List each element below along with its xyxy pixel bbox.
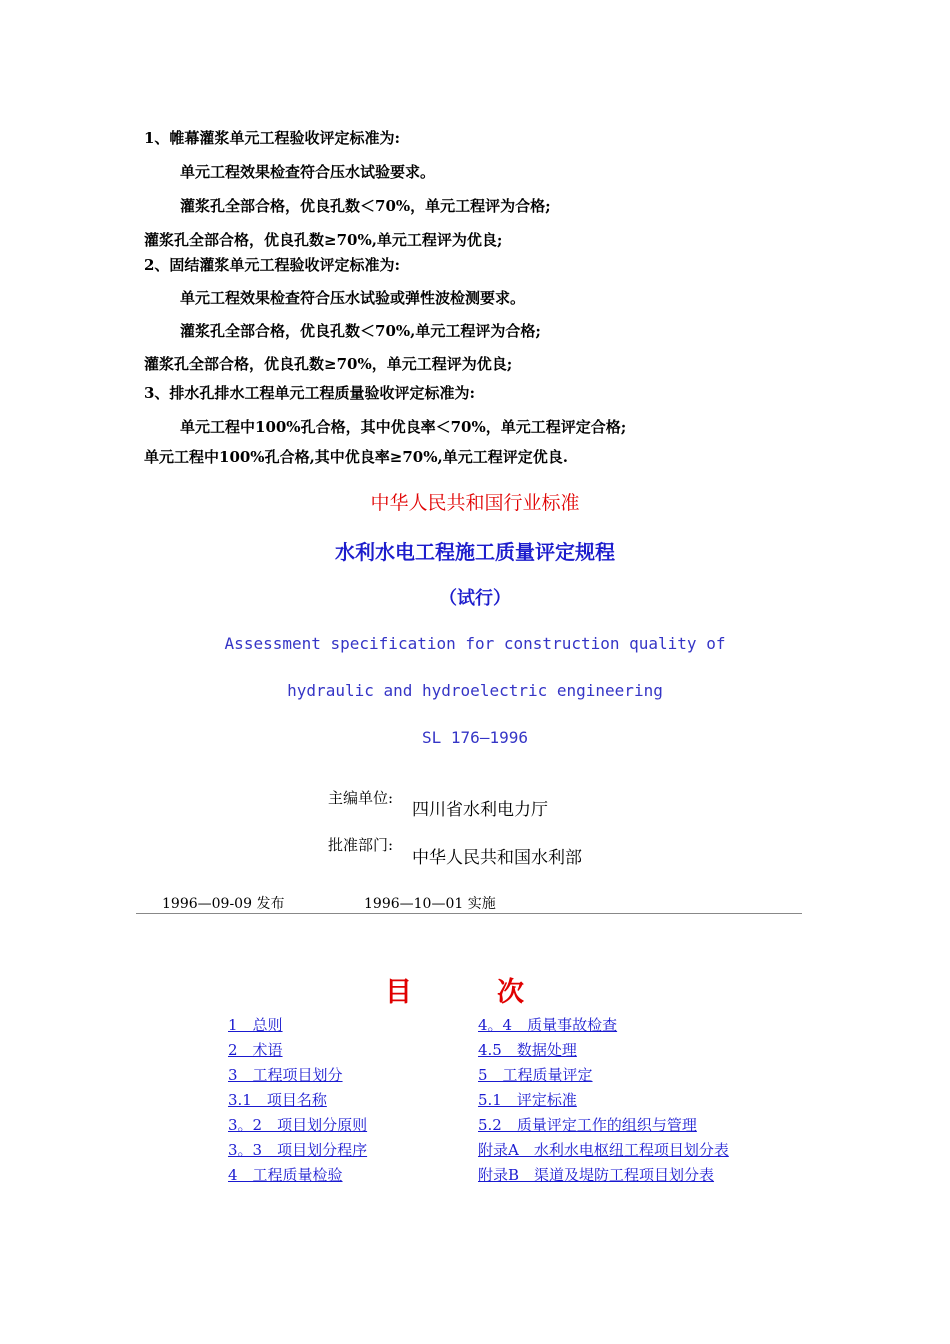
toc-link[interactable]: 2 术语 xyxy=(228,1041,283,1059)
divider xyxy=(136,913,802,914)
editor-value: 四川省水利电力厅 xyxy=(412,800,548,820)
standard-title: 水利水电工程施工质量评定规程 xyxy=(335,540,615,564)
english-title-line-1: Assessment specification for construction quality of xyxy=(224,634,726,653)
criteria-heading-1: 1、帷幕灌浆单元工程验收评定标准为: xyxy=(144,129,400,147)
criteria-line: 灌浆孔全部合格，优良孔数＜70%,单元工程评为合格; xyxy=(180,322,541,340)
toc-heading-left: 目 xyxy=(385,977,412,1008)
criteria-heading-2: 2、固结灌浆单元工程验收评定标准为: xyxy=(144,256,400,274)
criteria-line: 单元工程中100%孔合格,其中优良率≥70%,单元工程评定优良. xyxy=(144,448,568,466)
toc-link[interactable]: 3。2 项目划分原则 xyxy=(228,1116,368,1134)
toc-heading-right: 次 xyxy=(497,977,524,1008)
criteria-heading-3: 3、排水孔排水工程单元工程质量验收评定标准为: xyxy=(144,384,475,402)
criteria-line: 灌浆孔全部合格，优良孔数≥70%,单元工程评为优良; xyxy=(144,231,503,249)
criteria-line: 灌浆孔全部合格，优良孔数≥70%，单元工程评为优良; xyxy=(144,355,513,373)
toc-link[interactable]: 4 工程质量检验 xyxy=(228,1166,343,1184)
national-standard-label: 中华人民共和国行业标准 xyxy=(370,492,580,514)
approver-label: 批准部门: xyxy=(328,836,394,854)
criteria-line: 单元工程中100%孔合格，其中优良率＜70%，单元工程评定合格; xyxy=(180,418,627,436)
toc-link[interactable]: 4.5 数据处理 xyxy=(478,1041,577,1059)
english-title-line-2: hydraulic and hydroelectric engineering xyxy=(287,681,663,700)
criteria-line: 单元工程效果检查符合压水试验要求。 xyxy=(180,163,436,181)
publish-date: 1996—09-09 发布 xyxy=(162,896,285,912)
toc-link[interactable]: 4。4 质量事故检查 xyxy=(478,1016,618,1034)
effective-date: 1996—10—01 实施 xyxy=(364,896,496,912)
editor-label: 主编单位: xyxy=(328,789,394,807)
criteria-line: 灌浆孔全部合格，优良孔数＜70%，单元工程评为合格; xyxy=(180,197,551,215)
toc-link[interactable]: 5 工程质量评定 xyxy=(478,1066,593,1084)
approver-value: 中华人民共和国水利部 xyxy=(412,848,582,868)
toc-link[interactable]: 5.2 质量评定工作的组织与管理 xyxy=(478,1116,697,1134)
toc-link[interactable]: 3.1 项目名称 xyxy=(228,1091,327,1109)
toc-link[interactable]: 3。3 项目划分程序 xyxy=(228,1141,368,1159)
criteria-line: 单元工程效果检查符合压水试验或弹性波检测要求。 xyxy=(180,289,526,307)
toc-link[interactable]: 5.1 评定标准 xyxy=(478,1091,577,1109)
toc-link[interactable]: 3 工程项目划分 xyxy=(228,1066,343,1084)
toc-link[interactable]: 1 总则 xyxy=(228,1016,283,1034)
toc-link[interactable]: 附录A 水利水电枢纽工程项目划分表 xyxy=(478,1141,729,1159)
standard-code: SL 176—1996 xyxy=(422,728,528,747)
trial-label: （试行） xyxy=(439,588,511,609)
toc-link[interactable]: 附录B 渠道及堤防工程项目划分表 xyxy=(478,1166,715,1184)
